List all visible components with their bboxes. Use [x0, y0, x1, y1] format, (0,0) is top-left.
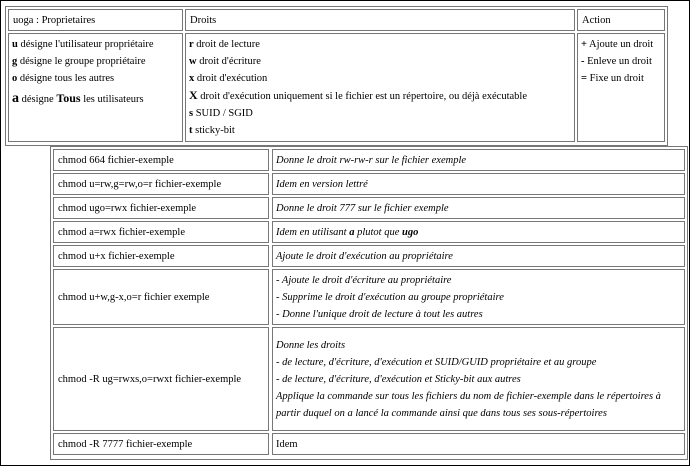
command-cell: chmod u=rw,g=rw,o=r fichier-exemple: [53, 173, 269, 195]
description-cell: Donne le droit 777 sur le fichier exemple: [272, 197, 685, 219]
description-cell: Donne les droits - de lecture, d'écriture, d'exécution et SUID/GUID propriétaire et au groupe - de lecture, d'écriture, d'exécution et Sticky-bit aux autres Applique la commande sur tous les fichiers du nom de fichier-exemple dans le répertoires à partir duquel on a lancé la commande ainsi que dans tous ses sous-répertoires: [272, 327, 685, 431]
action-remove: - Enleve un droit: [581, 56, 652, 67]
permissions-legend-table: [5, 6, 668, 146]
owners-cell: [8, 33, 183, 142]
owner-g: g désigne le groupe propriétaire: [12, 56, 146, 67]
right-x: x droit d'exécution: [189, 73, 268, 84]
actions-cell: [577, 33, 665, 142]
command-cell: chmod -R 7777 fichier-exemple: [53, 433, 269, 455]
rights-cell: [185, 33, 575, 142]
description-cell: Ajoute le droit d'exécution au propriétaire: [272, 245, 685, 267]
command-cell: chmod u+w,g-x,o=r fichier exemple: [53, 269, 269, 325]
owner-o: o désigne tous les autres: [12, 73, 115, 84]
description-cell: Idem en version lettré: [272, 173, 685, 195]
right-w: w droit d'écriture: [189, 56, 261, 67]
header-rights: Droits: [185, 9, 575, 31]
right-t: t sticky-bit: [189, 125, 235, 136]
owner-u: u désigne l'utilisateur propriétaire: [12, 39, 154, 50]
right-X: X droit d'exécution uniquement si le fichier est un répertoire, ou déjà exécutable: [189, 88, 527, 102]
owner-a: a désigne Tous les utilisateurs: [12, 91, 144, 106]
description-cell: Idem: [272, 433, 685, 455]
description-cell: - Ajoute le droit d'écriture au propriétaire - Supprime le droit d'exécution au groupe propriétaire - Donne l'unique droit de lecture à tout les autres: [272, 269, 685, 325]
right-s: s SUID / SGID: [189, 108, 253, 119]
description-cell: Idem en utilisant a plutot que ugo: [272, 221, 685, 243]
right-r: r droit de lecture: [189, 39, 260, 50]
action-set: = Fixe un droit: [581, 73, 644, 84]
command-cell: chmod ugo=rwx fichier-exemple: [53, 197, 269, 219]
header-owners: uoga : Proprietaires: [8, 9, 183, 31]
command-cell: chmod -R ug=rwxs,o=rwxt fichier-exemple: [53, 327, 269, 431]
description-cell: Donne le droit rw-rw-r sur le fichier exemple: [272, 149, 685, 171]
command-cell: chmod a=rwx fichier-exemple: [53, 221, 269, 243]
command-cell: chmod 664 fichier-exemple: [53, 149, 269, 171]
header-action: Action: [577, 9, 665, 31]
command-cell: chmod u+x fichier-exemple: [53, 245, 269, 267]
action-add: + Ajoute un droit: [581, 39, 654, 50]
chmod-examples-table: [50, 146, 688, 460]
